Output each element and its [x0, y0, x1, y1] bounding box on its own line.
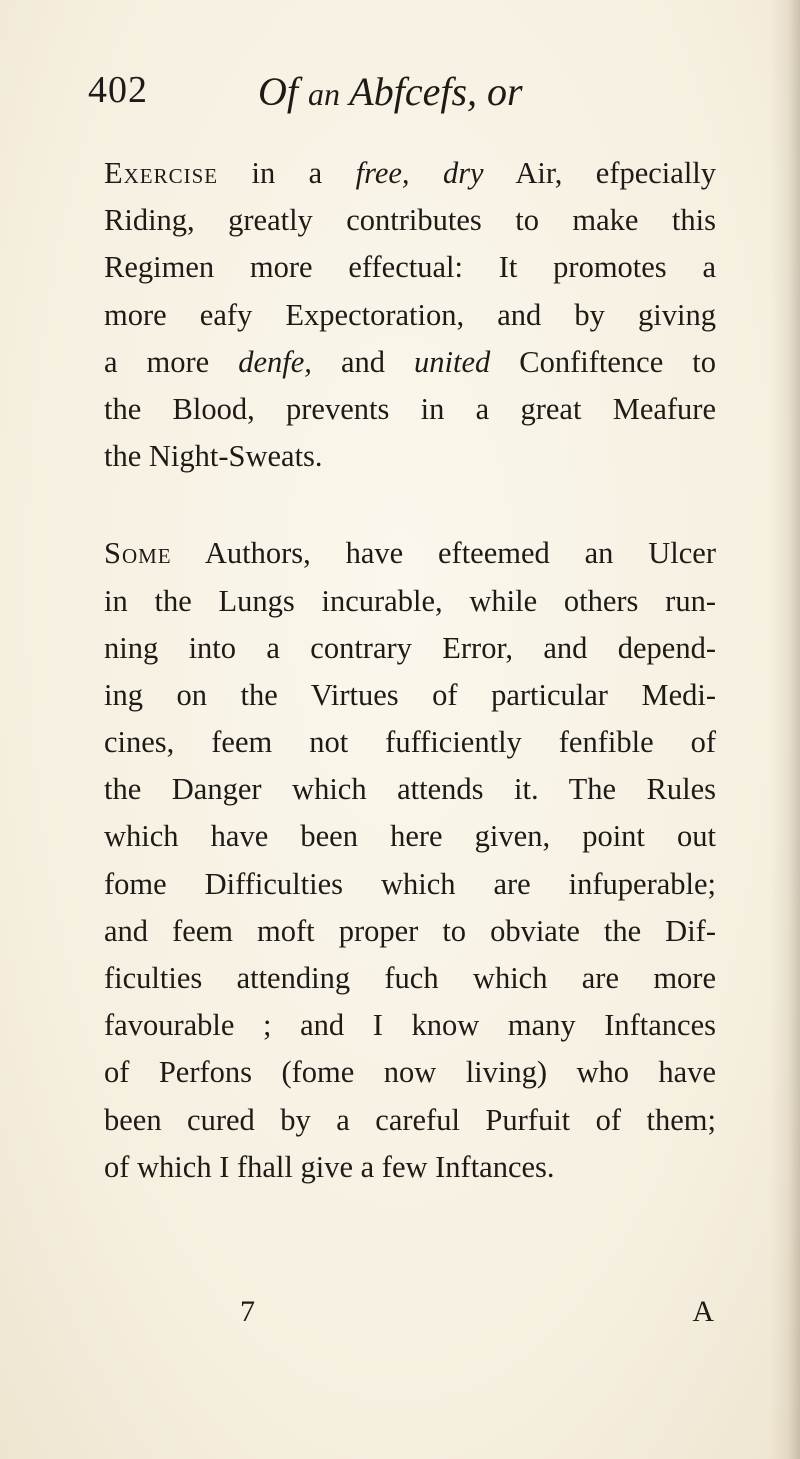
- paragraph-2-line-4: ing on the Virtues of particular Medi-: [104, 677, 716, 712]
- paragraph-2-line-1: Some Authors, have efteemed an Ulcer: [104, 536, 717, 571]
- paragraph-2-line-13: been cured by a careful Purfuit of them;: [104, 1102, 716, 1137]
- paragraph-1-line-2: Riding, greatly contributes to make this: [104, 203, 716, 238]
- paragraph-2-line-9: and feem moft proper to obviate the Dif-: [104, 913, 716, 948]
- paragraph-2-line-12: of Perfons (fome now living) who have: [104, 1055, 716, 1090]
- paragraph-1-line-7: the Night-Sweats.: [104, 439, 323, 474]
- paragraph-1-line-6: the Blood, prevents in a great Meafure: [104, 391, 716, 426]
- paragraph-2-line-2: in the Lungs incurable, while others run-: [104, 583, 716, 618]
- paragraph-2-line-5: cines, feem not fufficiently fenfible of: [104, 725, 716, 760]
- paragraph-1-line-4: more eafy Expectoration, and by giving: [104, 297, 716, 332]
- paragraph-2-line-3: ning into a contrary Error, and depend-: [104, 630, 716, 665]
- paragraph-1-line-1: Exercise in a free, dry Air, efpecially: [104, 156, 717, 190]
- page-number: 402: [88, 69, 148, 111]
- paragraph-gap: [104, 480, 716, 530]
- paragraph-2-line-10: ficulties attending fuch which are more: [104, 961, 716, 995]
- running-title-of: Of: [258, 69, 298, 114]
- paragraph-1-line-5: a more denfe, and united Confiftence to: [104, 344, 716, 379]
- paragraph-2-line-6: the Danger which attends it. The Rules: [104, 772, 716, 807]
- paragraph-2-line-7: which have been here given, point out: [104, 819, 716, 854]
- body-text: [104, 150, 716, 1191]
- paragraph-2-line-14: of which I fhall give a few Inftances.: [104, 1149, 555, 1184]
- running-title-or: or: [487, 69, 523, 114]
- paragraph-2-lead-word: Some: [104, 536, 172, 571]
- paragraph-1-line-3: Regimen more effectual: It promotes a: [104, 250, 716, 285]
- catchword: A: [692, 1295, 714, 1328]
- page-header: [88, 68, 708, 128]
- page-edge-shadow: [770, 0, 800, 1459]
- running-title: Of an Abfcefs, or: [258, 69, 523, 114]
- signature-mark: 7: [240, 1295, 255, 1328]
- running-title-abscess: Abfcefs: [349, 69, 468, 114]
- paragraph-2-line-11: favourable ; and I know many Inftances: [104, 1008, 716, 1043]
- page-footer: [240, 1295, 720, 1345]
- running-title-an: an: [308, 76, 340, 112]
- paragraph-1-lead-word: Exercise: [104, 156, 219, 190]
- paragraph-2-line-8: fome Difficulties which are infuperable;: [104, 866, 716, 901]
